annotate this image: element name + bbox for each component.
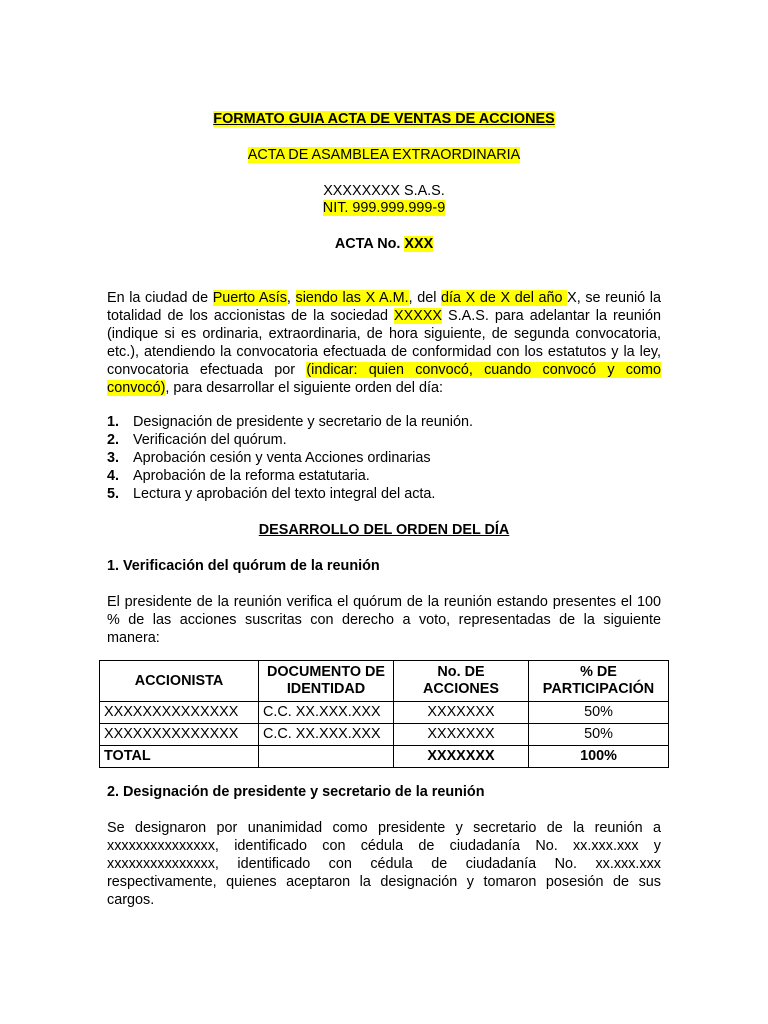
acta-number: ACTA No. XXX [334,236,434,252]
table-cell: XXXXXXX [394,702,529,724]
list-item: 4. Aprobación de la reforma estatutaria. [107,468,370,484]
section-1-title: 1. Verificación del quórum de la reunión [107,558,380,574]
table-cell: 100% [529,746,669,768]
list-item: 5. Lectura y aprobación del texto integral del acta. [107,486,436,502]
shareholders-table [99,660,669,768]
list-item: 1. Designación de presidente y secretario de la reunión. [107,414,473,430]
company-name: XXXXXXXX S.A.S. [323,183,445,199]
table-cell: 50% [529,702,669,724]
table-total-row [100,746,669,768]
table-row [100,724,669,746]
table-cell: XXXXXXX [394,724,529,746]
column-header: DOCUMENTO DE IDENTIDAD [259,661,394,702]
table-cell: C.C. XX.XXX.XXX [259,702,394,724]
table-cell: C.C. XX.XXX.XXX [259,724,394,746]
table-cell: 50% [529,724,669,746]
company-nit: NIT. 999.999.999-9 [322,200,446,216]
table-row [100,702,669,724]
table-cell: XXXXXXXXXXXXXX [100,702,259,724]
list-item: 2. Verificación del quórum. [107,432,287,448]
table-cell: XXXXXXXXXXXXXX [100,724,259,746]
intro-paragraph: En la ciudad de Puerto Asís, siendo las X A.M., del día X de X del año X, se reunió la totalidad de los accionistas de la sociedad XXXXX S.A.S. para adelantar la reunión (indique si es ordinaria, extraordinaria, de hora siguiente, de segunda convocatoria, etc.), atendiendo la convocatoria efectuada de conformidad con los estatutos y la ley, convocatoria efectuada por (indicar: quien convocó, cuando convocó y como convocó), para desarrollar el siguiente orden del día: [107,290,661,396]
column-header: % DE PARTICIPACIÓN [529,661,669,702]
table-cell: XXXXXXX [394,746,529,768]
section-1-text: El presidente de la reunión verifica el quórum de la reunión estando presentes el 100 % de las acciones suscritas con derecho a voto, representadas de la siguiente manera: [107,594,661,646]
document-title: FORMATO GUIA ACTA DE VENTAS DE ACCIONES [213,111,555,127]
list-item: 3. Aprobación cesión y venta Acciones ordinarias [107,450,431,466]
table-cell [259,746,394,768]
agenda-list [107,413,661,503]
section-2-text: Se designaron por unanimidad como presidente y secretario de la reunión a xxxxxxxxxxxxxxx, identificado con cédula de ciudadanía No. xx.xxx.xxx y xxxxxxxxxxxxxxx, identificado con cédula de ciudadanía No. xx.xxx.xxx respectivamente, quienes aceptaron la designación y tomaron posesión de sus cargos. [107,820,661,908]
column-header: No. DE ACCIONES [394,661,529,702]
table-cell: TOTAL [100,746,259,768]
table-header-row [100,661,669,702]
section-2-title: 2. Designación de presidente y secretario de la reunión [107,784,485,800]
column-header: ACCIONISTA [100,661,259,702]
development-title: DESARROLLO DEL ORDEN DEL DÍA [258,522,510,538]
document-subtitle: ACTA DE ASAMBLEA EXTRAORDINARIA [247,147,521,163]
